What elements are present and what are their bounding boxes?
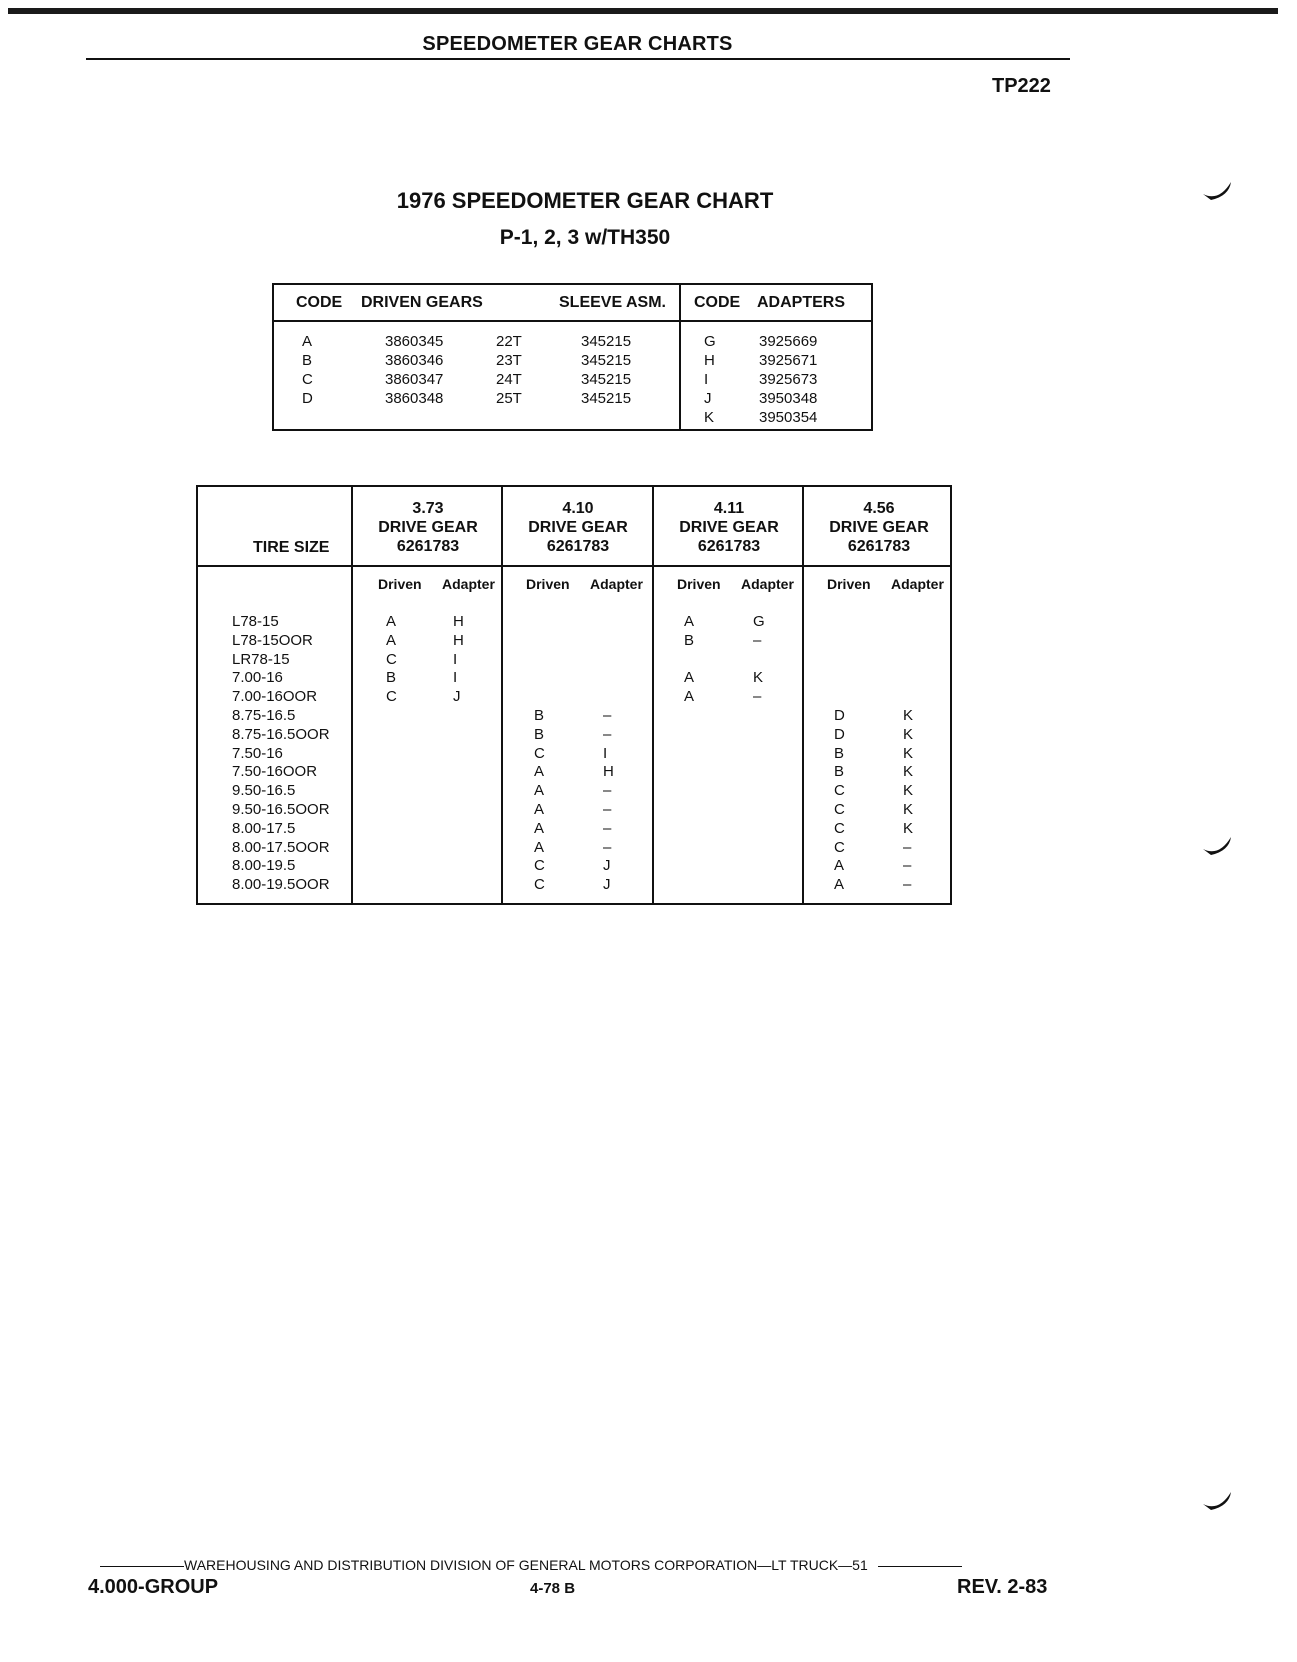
adapter-410-cell: J: [603, 857, 611, 875]
adapter-373-cell: H: [453, 613, 464, 630]
adapter-subheader: Adapter: [590, 576, 643, 592]
adapter-code: I: [704, 371, 709, 388]
chart-subtitle: P-1, 2, 3 w/TH350: [499, 226, 671, 249]
sleeve-part-number: 345215: [581, 390, 632, 407]
adapter-subheader: Adapter: [442, 576, 495, 592]
adapter-456-cell: K: [903, 725, 914, 743]
adapter-373-cell: J: [453, 688, 461, 706]
footer-revision: REV. 2-83: [957, 1576, 1048, 1598]
driven-410-cell: C: [534, 857, 545, 875]
binder-hole-mark: [1203, 835, 1233, 857]
driven-456-cell: C: [834, 782, 845, 800]
tire-size: LR78-15: [232, 650, 290, 668]
tire-size: 7.50-16OOR: [232, 763, 318, 781]
tire-size: 7.00-16: [232, 669, 283, 687]
drive-gear-label: DRIVE GEAR: [528, 519, 628, 536]
teeth-count: 24T: [496, 371, 522, 388]
adapter-part-column: [759, 332, 817, 427]
adapter-411-cell: K: [753, 669, 764, 687]
adapter-456-cell: –: [903, 857, 912, 875]
binder-hole-mark: [1203, 180, 1233, 202]
adapter-411-cell: –: [753, 631, 762, 649]
driven-subheader: Driven: [677, 576, 721, 592]
adapter-456-cell: –: [903, 838, 912, 856]
driven-code: A: [302, 333, 313, 350]
drive-gear-part: 6261783: [697, 538, 761, 555]
tire-size: 8.75-16.5OOR: [232, 725, 330, 743]
tire-size-header: TIRE SIZE: [253, 539, 330, 556]
adapter-411-cell: –: [753, 688, 762, 706]
drive-gear-header-410: [503, 499, 653, 556]
drive-gear-header-373: [353, 499, 503, 556]
driven-code: D: [302, 390, 313, 407]
driven-code-column: [302, 332, 313, 408]
table-row: [198, 839, 950, 858]
adapter-410-cell: –: [603, 800, 612, 818]
table-row: [198, 632, 950, 651]
adapter-456-cell: K: [903, 819, 914, 837]
driven-456-cell: D: [834, 725, 845, 743]
driven-gears-header: DRIVEN GEARS: [361, 294, 483, 311]
driven-part-number: 3860346: [385, 352, 444, 369]
table-row: [198, 876, 950, 895]
drive-gear-part: 6261783: [546, 538, 610, 555]
table-row: [198, 651, 950, 670]
footer-division-text: WAREHOUSING AND DISTRIBUTION DIVISION OF GENERAL MOTORS CORPORATION—LT TRUCK—51: [184, 1557, 868, 1573]
adapter-410-cell: –: [603, 782, 612, 800]
adapter-code: H: [704, 352, 715, 369]
adapter-part-number: 3925671: [759, 352, 818, 369]
tire-size: 7.50-16: [232, 744, 283, 762]
table-row: [198, 726, 950, 745]
driven-411-cell: A: [684, 613, 695, 630]
driven-subheader: Driven: [827, 576, 871, 592]
adapter-410-cell: –: [603, 819, 612, 837]
adapter-456-cell: –: [903, 876, 912, 894]
table-row: [198, 707, 950, 726]
adapter-part-number: 3950348: [759, 390, 818, 407]
driven-part-number: 3860348: [385, 390, 444, 407]
adapter-410-cell: –: [603, 838, 612, 856]
sleeve-part-number: 345215: [581, 333, 632, 350]
teeth-count: 25T: [496, 390, 522, 407]
table-row: [198, 745, 950, 764]
table-row: [198, 763, 950, 782]
footer-page-number: 4-78 B: [530, 1580, 576, 1597]
header-rule: [274, 320, 871, 322]
header-rule: [86, 58, 1070, 60]
gear-ratio: 4.56: [863, 500, 895, 517]
adapter-411-cell: G: [753, 613, 765, 630]
footer-group: 4.000-GROUP: [88, 1576, 219, 1598]
adapter-456-cell: K: [903, 763, 914, 781]
driven-373-cell: C: [386, 688, 397, 706]
drive-gear-label: DRIVE GEAR: [829, 519, 929, 536]
driven-373-cell: A: [386, 631, 397, 649]
adapter-456-cell: K: [903, 782, 914, 800]
adapter-373-cell: I: [453, 669, 458, 687]
adapter-456-cell: K: [903, 744, 914, 762]
adapter-410-cell: H: [603, 763, 614, 781]
sleeve-header: SLEEVE ASM.: [559, 294, 666, 311]
adapter-456-cell: K: [903, 800, 914, 818]
tire-size: 8.00-19.5: [232, 857, 296, 875]
footer-division-line: [100, 1557, 1060, 1573]
driven-410-cell: C: [534, 876, 545, 894]
drive-gear-header-456: [804, 499, 954, 556]
driven-373-cell: B: [386, 669, 397, 687]
table-divider: [679, 285, 681, 429]
adapter-code: J: [704, 390, 712, 407]
driven-456-cell: C: [834, 800, 845, 818]
driven-456-cell: C: [834, 819, 845, 837]
tire-size: 8.00-17.5OOR: [232, 838, 330, 856]
header-rule: [198, 565, 950, 567]
driven-410-cell: C: [534, 744, 545, 762]
driven-part-number: 3860347: [385, 371, 444, 388]
binder-hole-mark: [1203, 1490, 1233, 1512]
driven-456-cell: B: [834, 744, 845, 762]
adapter-code: G: [704, 333, 716, 350]
table-body: [198, 613, 950, 895]
tire-size-table: [196, 485, 952, 905]
tire-size: L78-15OOR: [232, 631, 313, 649]
driven-411-cell: A: [684, 688, 695, 706]
driven-code: C: [302, 371, 313, 388]
driven-456-cell: B: [834, 763, 845, 781]
adapter-410-cell: –: [603, 725, 612, 743]
tire-size: 8.00-19.5OOR: [232, 876, 330, 894]
gear-ratio: 3.73: [412, 500, 444, 517]
driven-411-cell: A: [684, 669, 695, 687]
driven-subheader: Driven: [526, 576, 570, 592]
driven-subheader: Driven: [378, 576, 422, 592]
driven-456-cell: A: [834, 876, 845, 894]
teeth-column: [496, 332, 522, 408]
tire-size: 9.50-16.5: [232, 782, 296, 800]
adapter-code: K: [704, 409, 715, 426]
teeth-count: 23T: [496, 352, 522, 369]
document-code: TP222: [992, 75, 1051, 97]
adapter-part-number: 3925669: [759, 333, 818, 350]
table-row: [198, 669, 950, 688]
drive-gear-label: DRIVE GEAR: [378, 519, 478, 536]
table-row: [198, 857, 950, 876]
adapter-456-cell: K: [903, 706, 914, 724]
sleeve-part-number: 345215: [581, 352, 632, 369]
adapter-part-number: 3925673: [759, 371, 818, 388]
driven-410-cell: B: [534, 725, 545, 743]
page-header-title: SPEEDOMETER GEAR CHARTS: [422, 33, 733, 55]
tire-size: L78-15: [232, 613, 279, 630]
driven-410-cell: A: [534, 838, 545, 856]
driven-410-cell: A: [534, 782, 545, 800]
driven-411-cell: B: [684, 631, 695, 649]
driven-part-column: [385, 332, 443, 408]
tire-size: 7.00-16OOR: [232, 688, 318, 706]
driven-373-cell: C: [386, 650, 397, 668]
adapter-subheader: Adapter: [891, 576, 944, 592]
driven-373-cell: A: [386, 613, 397, 630]
adapter-code-header: CODE: [694, 294, 741, 311]
adapter-410-cell: J: [603, 876, 611, 894]
tire-size: 8.00-17.5: [232, 819, 296, 837]
gear-ratio: 4.11: [713, 500, 745, 517]
driven-456-cell: D: [834, 706, 845, 724]
top-border: [8, 8, 1278, 14]
code-header: CODE: [296, 294, 343, 311]
gear-ratio: 4.10: [562, 500, 594, 517]
sleeve-part-number: 345215: [581, 371, 632, 388]
drive-gear-part: 6261783: [847, 538, 911, 555]
gear-codes-table: [272, 283, 873, 431]
drive-gear-header-411: [654, 499, 804, 556]
table-row: [198, 820, 950, 839]
driven-410-cell: B: [534, 706, 545, 724]
footer-rule: [878, 1566, 962, 1567]
adapters-header: ADAPTERS: [757, 294, 846, 311]
table-row: [198, 782, 950, 801]
driven-part-number: 3860345: [385, 333, 444, 350]
driven-456-cell: A: [834, 857, 845, 875]
adapter-373-cell: I: [453, 650, 458, 668]
adapter-410-cell: I: [603, 744, 608, 762]
driven-410-cell: A: [534, 819, 545, 837]
adapter-373-cell: H: [453, 631, 464, 649]
driven-410-cell: A: [534, 763, 545, 781]
drive-gear-label: DRIVE GEAR: [679, 519, 779, 536]
adapter-410-cell: –: [603, 706, 612, 724]
table-row: [198, 801, 950, 820]
adapter-part-number: 3950354: [759, 409, 818, 426]
sleeve-column: [581, 332, 631, 408]
tire-size: 9.50-16.5OOR: [232, 800, 330, 818]
table-row: [198, 613, 950, 632]
teeth-count: 22T: [496, 333, 522, 350]
adapter-code-column: [704, 332, 716, 427]
driven-410-cell: A: [534, 800, 545, 818]
drive-gear-part: 6261783: [396, 538, 460, 555]
adapter-subheader: Adapter: [741, 576, 794, 592]
tire-size: 8.75-16.5: [232, 706, 296, 724]
driven-456-cell: C: [834, 838, 845, 856]
footer-rule: [100, 1566, 184, 1567]
chart-title: 1976 SPEEDOMETER GEAR CHART: [396, 188, 774, 213]
table-row: [198, 688, 950, 707]
driven-code: B: [302, 352, 313, 369]
